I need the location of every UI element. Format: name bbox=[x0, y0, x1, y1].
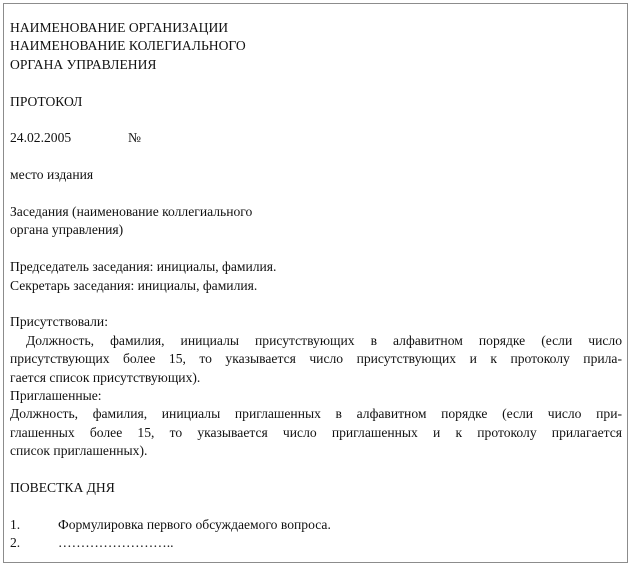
agenda-title: ПОВЕСТКА ДНЯ bbox=[10, 480, 115, 496]
meeting-line-1: Заседания (наименование коллегиального bbox=[10, 204, 253, 219]
present-label: Присутствовали: bbox=[10, 314, 108, 330]
present-text-line-3: гается список присутствующих). bbox=[10, 369, 201, 385]
invited-text-line-2: глашенных более 15, то указывается число приглашенных и к протоколу прилагается bbox=[10, 424, 622, 440]
org-name-line-3: ОРГАНА УПРАВЛЕНИЯ bbox=[10, 56, 157, 72]
place-of-issue: место издания bbox=[10, 167, 94, 183]
present-text-line-2: присутствующих более 15, то указывается число присутствующих и к протоколу прила- bbox=[10, 351, 622, 367]
doc-date: 24.02.2005 bbox=[10, 130, 72, 146]
chairman-line: Председатель заседания: инициалы, фамилия. bbox=[10, 259, 277, 275]
agenda-item-number: 2. bbox=[10, 535, 21, 551]
doc-title: ПРОТОКОЛ bbox=[10, 93, 83, 109]
invited-text-line-1: Должность, фамилия, инициалы приглашенных в алфавитном порядке (если число при- bbox=[10, 406, 622, 422]
date-number-row bbox=[10, 129, 622, 147]
org-name-line-2: НАИМЕНОВАНИЕ КОЛЕГИАЛЬНОГО bbox=[10, 38, 246, 54]
invited-text-line-3: список приглашенных). bbox=[10, 443, 148, 459]
number-sign: № bbox=[128, 130, 141, 146]
meeting-line-2: органа управления) bbox=[10, 222, 124, 238]
agenda-item bbox=[10, 516, 622, 534]
protocol-document bbox=[10, 19, 622, 553]
org-name-line-1: НАИМЕНОВАНИЕ ОРГАНИЗАЦИИ bbox=[10, 20, 229, 35]
agenda-item-text: …………………….. bbox=[58, 535, 174, 551]
present-text-line-1: Должность, фамилия, инициалы присутствующих в алфавитном порядке (если число bbox=[10, 332, 622, 348]
agenda-item-text: Формулировка первого обсуждаемого вопроса. bbox=[58, 516, 331, 532]
agenda-item bbox=[10, 534, 622, 552]
secretary-line: Секретарь заседания: инициалы, фамилия. bbox=[10, 277, 258, 293]
agenda-item-number: 1. bbox=[10, 516, 21, 532]
invited-label: Приглашенные: bbox=[10, 388, 102, 404]
